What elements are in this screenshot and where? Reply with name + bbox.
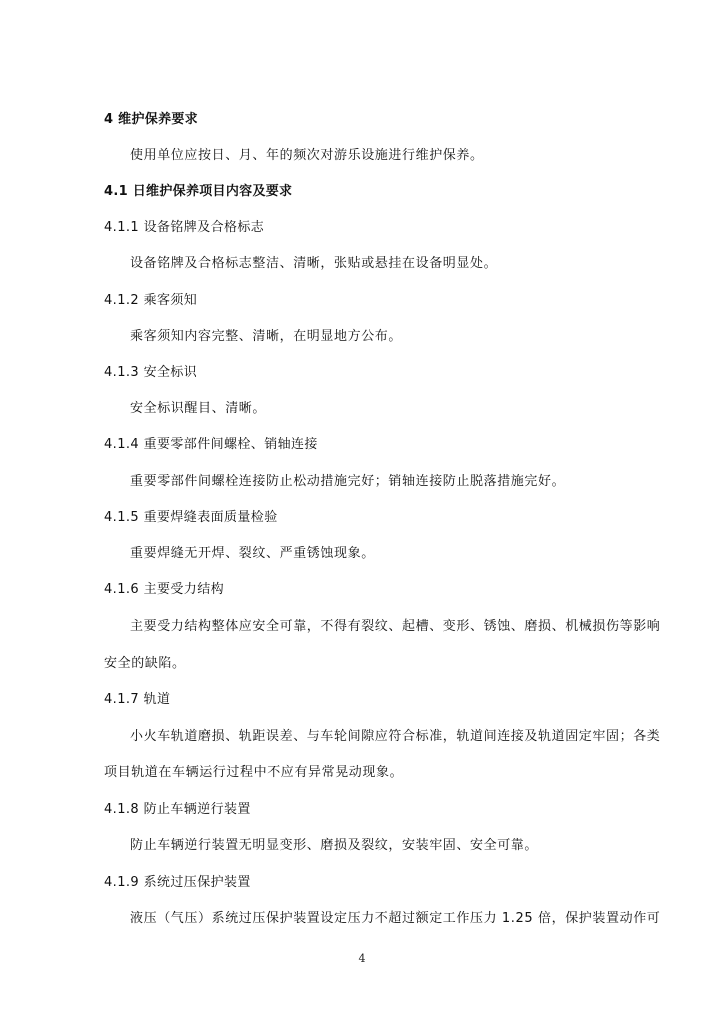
- paragraph-text: 使用单位应按日、月、年的频次对游乐设施进行维护保养。: [130, 148, 484, 163]
- paragraph-text: 设备铭牌及合格标志整洁、清晰，张贴或悬挂在设备明显处。: [130, 256, 498, 271]
- paragraph-text: 重要焊缝无开焊、裂纹、严重锈蚀现象。: [130, 546, 375, 561]
- clause-heading-4-1-2: 4.1.2 乘客须知: [104, 293, 198, 308]
- clause-heading-4-1-3: 4.1.3 安全标识: [104, 365, 198, 380]
- clause-heading-4-1-5: 4.1.5 重要焊缝表面质量检验: [104, 510, 278, 525]
- paragraph-text-continued: 项目轨道在车辆运行过程中不应有异常晃动现象。: [104, 765, 404, 780]
- clause-heading-4-1-8: 4.1.8 防止车辆逆行装置: [104, 802, 251, 817]
- clause-heading-4-1-4: 4.1.4 重要零部件间螺栓、销轴连接: [104, 437, 318, 452]
- paragraph-text: 液压（气压）系统过压保护装置设定压力不超过额定工作压力 1.25 倍，保护装置动作可: [130, 911, 661, 926]
- paragraph-text: 防止车辆逆行装置无明显变形、磨损及裂纹，安装牢固、安全可靠。: [130, 838, 539, 853]
- paragraph-text-continued: 安全的缺陷。: [104, 656, 186, 671]
- paragraph-text: 小火车轨道磨损、轨距误差、与车轮间隙应符合标准，轨道间连接及轨道固定牢固；各类: [130, 729, 661, 744]
- paragraph-text: 主要受力结构整体应安全可靠，不得有裂纹、起槽、变形、锈蚀、磨损、机械损伤等影响: [130, 619, 661, 634]
- clause-heading-4-1-9: 4.1.9 系统过压保护装置: [104, 875, 251, 890]
- clause-heading-4-1-1: 4.1.1 设备铭牌及合格标志: [104, 220, 265, 235]
- clause-heading-4-1-6: 4.1.6 主要受力结构: [104, 582, 225, 597]
- paragraph-text: 安全标识醒目、清晰。: [130, 401, 267, 416]
- subsection-heading-4-1: 4.1 日维护保养项目内容及要求: [104, 184, 293, 199]
- page-number: 4: [358, 952, 366, 965]
- clause-heading-4-1-7: 4.1.7 轨道: [104, 692, 171, 707]
- paragraph-text: 重要零部件间螺栓连接防止松动措施完好；销轴连接防止脱落措施完好。: [130, 474, 566, 489]
- section-heading-4: 4 维护保养要求: [104, 112, 198, 127]
- paragraph-text: 乘客须知内容完整、清晰，在明显地方公布。: [130, 329, 403, 344]
